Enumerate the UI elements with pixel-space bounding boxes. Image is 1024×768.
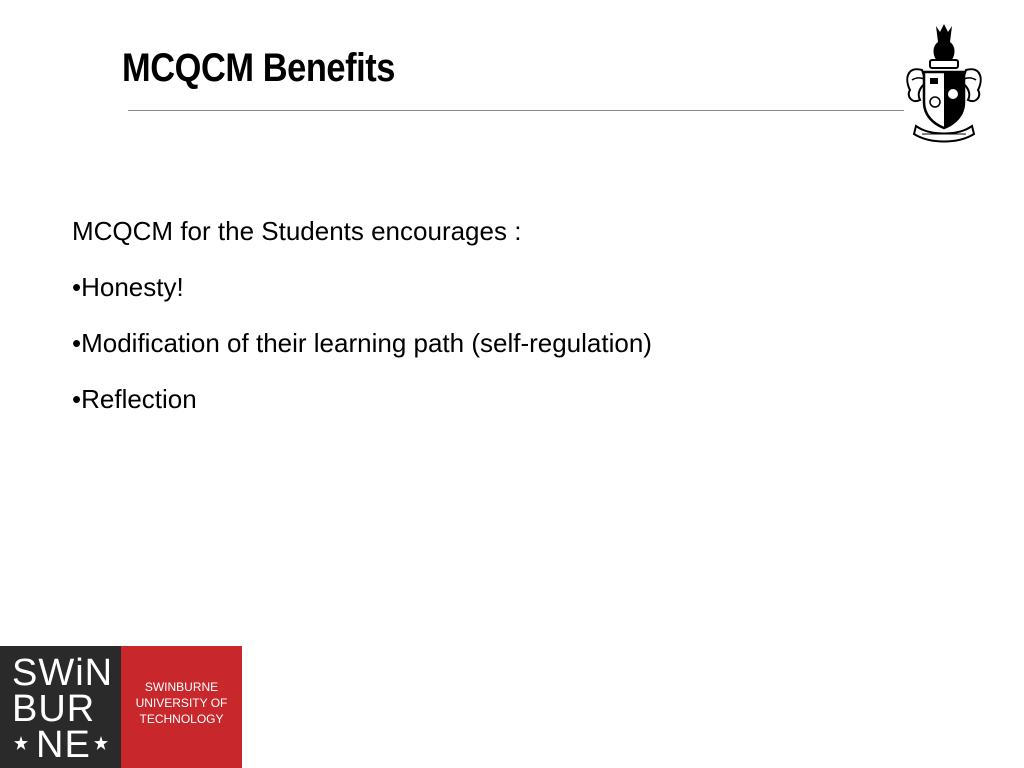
slide-body (72, 214, 652, 438)
university-name-line-1: SWINBURNE (144, 680, 219, 694)
swinburne-wordmark (0, 646, 121, 768)
title-divider (128, 110, 904, 111)
wordmark-line-3: NE (36, 724, 91, 766)
university-name-block (121, 646, 242, 768)
bullet-item: •Honesty! (72, 272, 184, 302)
wordmark-line-1: SWiN (12, 652, 114, 694)
star-icon (94, 736, 108, 750)
coat-of-arms-icon (902, 22, 986, 148)
intro-line: MCQCM for the Students encourages : (72, 216, 522, 246)
slide-title: MCQCM Benefits (122, 46, 396, 90)
university-name-line-3: TECHNOLOGY (139, 712, 224, 726)
wordmark-line-2: BUR (12, 688, 96, 730)
bullet-item: •Reflection (72, 384, 197, 414)
bullet-item: •Modification of their learning path (self-regulation) (72, 328, 652, 358)
star-icon (14, 736, 28, 750)
university-name-line-2: UNIVERSITY OF (135, 696, 228, 710)
